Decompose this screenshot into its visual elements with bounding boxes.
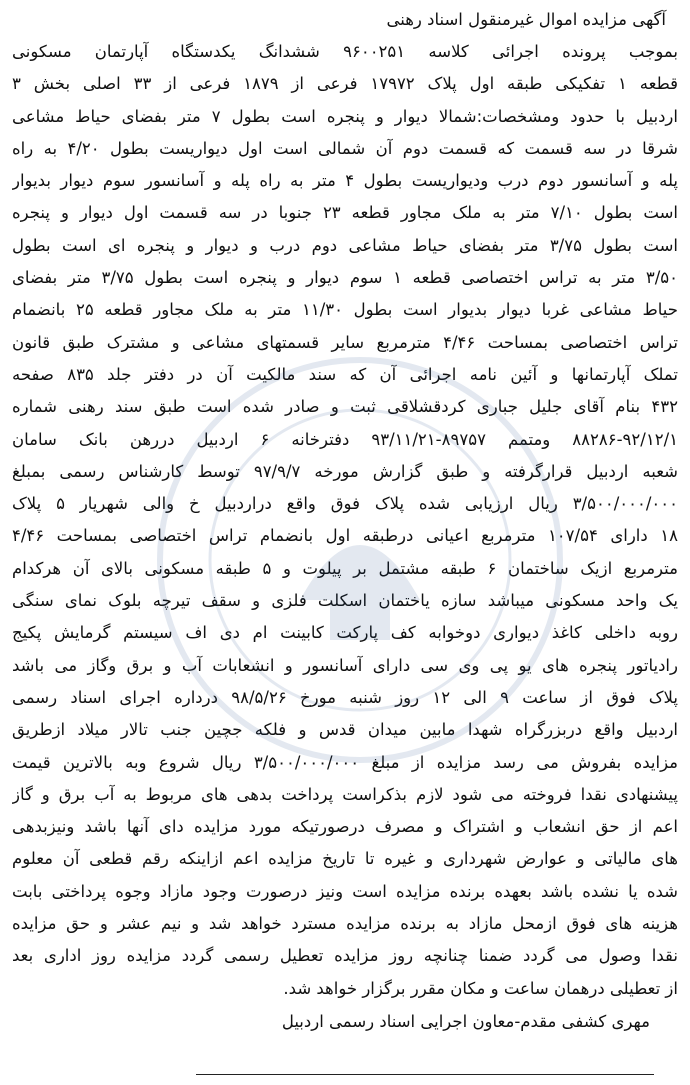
notice-body bbox=[12, 36, 678, 1005]
notice-line: ۳/۵۰ متر به تراس اختصاصی قطعه ۱ سوم دیوار و پنجره است بطول ۳/۷۵ متر بفضای bbox=[12, 268, 678, 288]
notice-line: شعبه اردبیل قرارگرفته و طبق گزارش مورخه ۹۷/۹/۷ توسط کارشناس رسمی بمبلغ bbox=[12, 461, 678, 481]
notice-line: مزایده بفروش می رسد مزایده از مبلغ ۳/۵۰۰/۰۰۰/۰۰۰ ریال شروع وبه بالاترین قیمت bbox=[12, 752, 678, 772]
notice-line: شده یا نشده باشد بعهده برنده مزایده است ونیز درصورت وجود مازاد وجوه پرداختی بابت bbox=[12, 881, 678, 901]
notice-line: پیشنهادی نقدا فروخته می شود لازم بذکراست پرداخت بدهی های مربوط به آب برق و گاز bbox=[12, 784, 678, 804]
notice-line: پلاک فوق از ساعت ۹ الی ۱۲ روز شنبه مورخ ۹۸/۵/۲۶ درداره اجرای اسناد رسمی bbox=[12, 687, 678, 707]
notice-line: رادیاتور پنجره های یو پی وی سی دارای آسانسور و انشعابات آب و برق وگاز می باشد bbox=[12, 655, 678, 675]
notice-line: روبه داخلی کاغذ دیواری دوخوابه کف پارکت کابینت ام دی اف سیستم گرمایش پکیج bbox=[12, 623, 678, 643]
notice-line: از تعطیلی درهمان ساعت و مکان مقرر برگزار خواهد شد. bbox=[283, 978, 678, 998]
notice-line: یک واحد مسکونی میباشد سازه یاختمان اسکلت فلزی و سقف تیرچه بلوک نمای سنگی bbox=[12, 591, 678, 611]
notice-line: ۸۸۲۸۶-۹۲/۱۲/۱ ومتمم ۸۹۷۵۷-۹۳/۱۱/۲۱ دفترخانه ۶ اردبیل دررهن بانک سامان bbox=[12, 429, 678, 449]
notice-line: تراس اختصاصی بمساحت ۴/۴۶ مترمربع سایر قسمتهای مشاعی و مشترک طبق قانون bbox=[12, 332, 678, 352]
bottom-rule bbox=[196, 1074, 654, 1075]
notice-line: مترمربع ازیک ساختمان ۶ طبقه مشتمل بر پیلوت و ۵ طبقه مسکونی بالای آن هرکدام bbox=[12, 558, 678, 578]
notice-line: های مالیاتی و عوارض شهرداری و غیره تا تاریخ مزایده اعم ازاینکه رقم قطعی آن معلوم bbox=[12, 849, 678, 869]
notice-line: پله و آسانسور دوم درب ودیواریست بطول ۴ متر به راه پله و آسانسور سوم دیوار بدیوار bbox=[12, 171, 678, 191]
notice-line: هزینه های فوق ازمحل مازاد به برنده مزایده مسترد خواهد شد و نیم عشر و حق مزایده bbox=[12, 914, 678, 934]
notice-line: حیاط مشاعی غربا دیوار بدیوار است بطول ۱۱/۳۰ متر به ملک مجاور قطعه ۲۵ بانضمام bbox=[12, 300, 678, 320]
notice-line: است بطول ۷/۱۰ متر به ملک مجاور قطعه ۲۳ جنوبا در سه قسمت اول دیوار و پنجره bbox=[12, 203, 678, 223]
notice-line: ۳/۵۰۰/۰۰۰/۰۰۰ ریال ارزیابی شده پلاک فوق واقع دراردبیل خ والی شهریار ۵ پلاک bbox=[12, 494, 678, 514]
notice-line: بموجب پرونده اجرائی کلاسه ۹۶۰۰۲۵۱ ششدانگ یکدستگاه آپارتمان مسکونی bbox=[12, 42, 678, 61]
notice-title: آگهی مزایده اموال غیرمنقول اسناد رهنی bbox=[386, 10, 666, 29]
notice-line: قطعه ۱ تفکیکی طبقه اول پلاک ۱۷۹۷۲ فرعی از ۱۸۷۹ فرعی از ۳۳ اصلی بخش ۳ bbox=[12, 74, 678, 94]
notice-line: اردبیل با حدود ومشخصات:شمالا دیوار و پنجره است بطول ۷ متر بفضای حیاط مشاعی bbox=[12, 106, 678, 126]
notice-line: اعم از حق انشعاب و اشتراک و مصرف درصورتیکه مورد مزایده دای آنها باشد ونیزبدهی bbox=[12, 817, 678, 837]
notice-line: نقدا وصول می گردد ضمنا چنانچه روز مزایده تعطیل رسمی گردد مزایده روز اداری بعد bbox=[12, 946, 678, 966]
notice-line: اردبیل واقع دربزرگراه شهدا مابین میدان قدس و فلکه جچین جنب تالار میلاد ازطریق bbox=[12, 720, 678, 740]
notice-line: شرقا در سه قسمت که قسمت دوم آن شمالی است اول دیواریست بطول ۴/۲۰ به راه bbox=[12, 138, 678, 158]
notice-line: است بطول ۳/۷۵ متر بفضای حیاط مشاعی دوم درب و دیوار و پنجره ای است بطول bbox=[12, 235, 678, 255]
notice-line: ۴۳۲ بنام آقای جلیل جباری کردقشلاقی ثبت و صادر شده است طبق سند رهنی شماره bbox=[12, 397, 678, 417]
notice-line: ۱۸ دارای ۱۰۷/۵۴ مترمربع اعیانی درطبقه اول بانضمام تراس اختصاصی بمساحت ۴/۴۶ bbox=[12, 526, 678, 546]
notice-line: تملک آپارتمانها و آئین نامه اجرائی آن که سند مالکیت آن در دفتر جلد ۸۳۵ صفحه bbox=[12, 364, 678, 384]
notice-signature: مهری کشفی مقدم-معاون اجرایی اسناد رسمی اردبیل bbox=[281, 1011, 650, 1031]
